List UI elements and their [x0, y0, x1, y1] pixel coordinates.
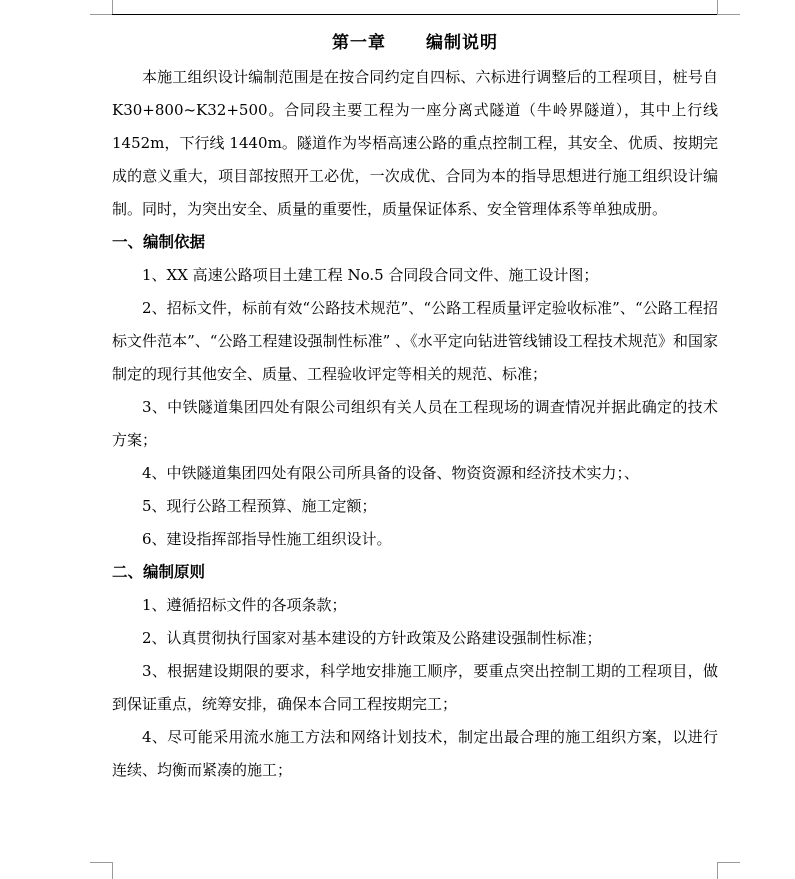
chapter-number: 第一章	[332, 33, 386, 53]
crop-mark-bottom-left	[90, 862, 113, 879]
chapter-name: 编制说明	[426, 33, 498, 53]
chapter-title	[112, 28, 718, 58]
basis-item-3: 3、中铁隧道集团四处有限公司组织有关人员在工程现场的调查情况并据此确定的技术方案；	[112, 398, 718, 449]
crop-mark-bottom-right	[717, 862, 740, 879]
basis-item-1: 1、XX 高速公路项目土建工程 No.5 合同段合同文件、施工设计图；	[142, 266, 599, 284]
section-heading-principles: 二、编制原则	[112, 563, 206, 581]
basis-item-6: 6、建设指挥部指导性施工组织设计。	[142, 530, 392, 548]
basis-item-5: 5、现行公路工程预算、施工定额；	[142, 497, 377, 515]
principle-item-2: 2、认真贯彻执行国家对基本建设的方针政策及公路建设强制性标准；	[142, 629, 602, 647]
page-header	[112, 0, 717, 15]
basis-item-4: 4、中铁隧道集团四处有限公司所具备的设备、物资资源和经济技术实力；、	[142, 464, 640, 482]
crop-mark-top-left	[90, 0, 113, 15]
principle-item-3: 3、根据建设期限的要求，科学地安排施工顺序，要重点突出控制工期的工程项目，做到保证重点，统筹安排，确保本合同工程按期完工；	[112, 662, 718, 713]
intro-paragraph: 本施工组织设计编制范围是在按合同约定自四标、六标进行调整后的工程项目，桩号自 K30+800~K32+500。合同段主要工程为一座分离式隧道（牛岭界隧道），其中上行线 1452m，下行线 1440m。隧道作为岑梧高速公路的重点控制工程，其安全、优质、按期完成的意义重大，项目部按照开工必优，一次成优、合同为本的指导思想进行施工组织设计编制。同时，为突出安全、质量的重要性，质量保证体系、安全管理体系等单独成册。	[112, 68, 718, 218]
section-heading-basis: 一、编制依据	[112, 233, 206, 251]
crop-mark-top-right	[717, 0, 740, 15]
basis-item-2: 2、招标文件，标前有效“公路技术规范”、“公路工程质量评定验收标准”、“公路工程招标文件范本”、“公路工程建设强制性标准” 、《水平定向钻进管线铺设工程技术规范》和国家制定的现行其他安全、质量、工程验收评定等相关的规范、标准；	[112, 299, 718, 383]
document-body	[112, 28, 718, 787]
principle-item-1: 1、遵循招标文件的各项条款；	[142, 596, 347, 614]
principle-item-4: 4、尽可能采用流水施工方法和网络计划技术，制定出最合理的施工组织方案，以进行连续、均衡而紧凑的施工；	[112, 728, 718, 779]
